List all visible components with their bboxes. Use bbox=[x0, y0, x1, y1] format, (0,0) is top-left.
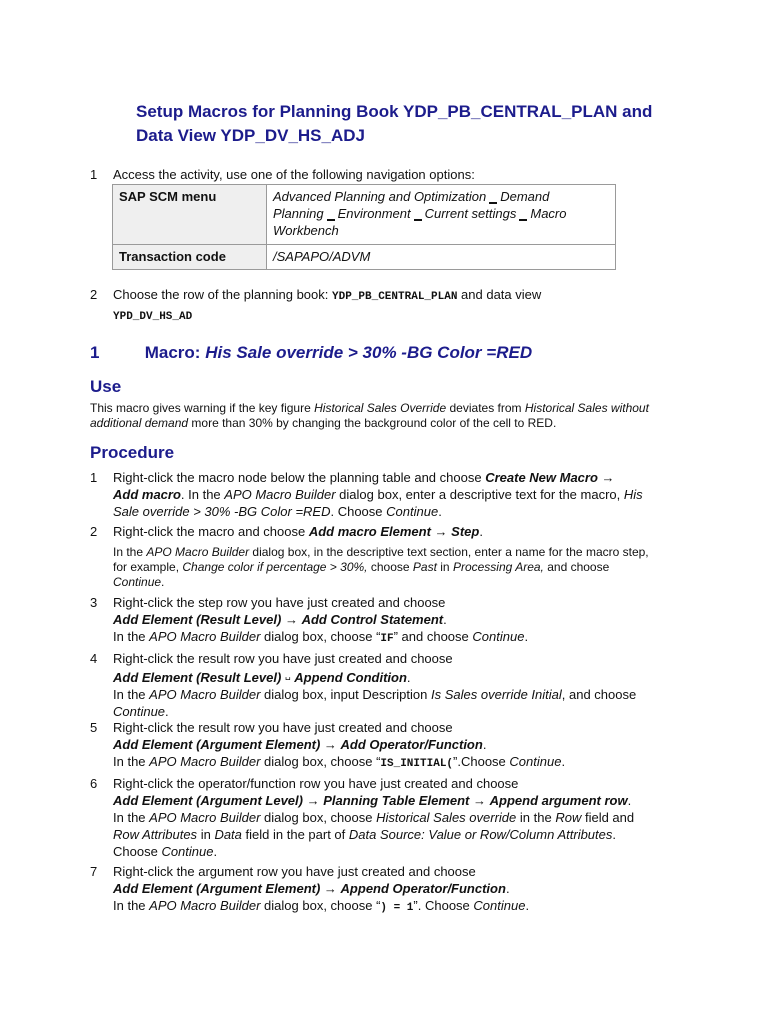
step-text: Right-click the step row you have just created and choose bbox=[113, 595, 446, 610]
dialog-name: APO Macro Builder bbox=[149, 629, 261, 644]
menu-path-part: Macro bbox=[530, 206, 567, 221]
step-text: Right-click the argument row you have just created and choose bbox=[113, 864, 476, 879]
step-text: . bbox=[612, 827, 617, 842]
step-text: , and choose bbox=[561, 687, 637, 702]
menu-command: Append Operator/Function bbox=[340, 881, 506, 896]
step-text: Right-click the result row you have just created and choose bbox=[113, 651, 453, 666]
data-view-name: YPD_DV_HS_AD bbox=[113, 311, 193, 323]
transaction-code: /SAPAPO/ADVM bbox=[273, 249, 371, 264]
path-separator-icon bbox=[489, 200, 497, 204]
document-title bbox=[136, 100, 736, 148]
step-text: dialog box, choose “ bbox=[264, 898, 381, 913]
menu-path-cell bbox=[267, 185, 616, 245]
operator-code: ) = 1 bbox=[380, 902, 414, 914]
step-text: . bbox=[479, 524, 483, 539]
macro-name: His bbox=[623, 487, 643, 502]
procedure-step-5 bbox=[113, 719, 683, 773]
menu-command: Add Element (Argument Level) bbox=[113, 793, 303, 808]
arrow-icon: → bbox=[284, 612, 298, 627]
step-text: choose bbox=[370, 560, 410, 574]
menu-path-part: Advanced Planning and Optimization bbox=[273, 189, 487, 204]
step-text: . bbox=[561, 754, 566, 769]
title-line-1: Setup Macros for Planning Book YDP_PB_CENTRAL_PLAN and bbox=[136, 102, 653, 121]
use-text: additional demand bbox=[90, 416, 189, 430]
transaction-code-cell bbox=[267, 245, 616, 270]
key-figure-name: Historical Sales override bbox=[376, 810, 517, 825]
step-text: In the bbox=[113, 898, 146, 913]
procedure-step-number: 6 bbox=[90, 776, 98, 791]
planning-book-name: YDP_PB_CENTRAL_PLAN bbox=[332, 291, 458, 303]
use-text: more than 30% by changing the background color of the cell to RED. bbox=[191, 416, 557, 430]
use-paragraph bbox=[90, 401, 690, 431]
continue-label: Continue bbox=[386, 504, 439, 519]
step-text: Right-click the macro and choose bbox=[113, 524, 306, 539]
dialog-name: APO Macro Builder bbox=[149, 754, 261, 769]
procedure-step-number: 4 bbox=[90, 651, 98, 666]
menu-label-cell bbox=[113, 185, 267, 245]
dialog-name: APO Macro Builder bbox=[149, 898, 261, 913]
menu-command: Add Operator/Function bbox=[340, 737, 483, 752]
access-step-number: 1 bbox=[90, 167, 98, 182]
step-text: in the bbox=[519, 810, 552, 825]
menu-path-part: Environment bbox=[337, 206, 411, 221]
procedure-step-number: 7 bbox=[90, 864, 98, 879]
menu-command: Add macro bbox=[113, 487, 181, 502]
menu-command: Create New Macro bbox=[485, 470, 598, 485]
step-text: In the bbox=[113, 810, 146, 825]
continue-label: Continue bbox=[472, 629, 525, 644]
step-text: . bbox=[161, 575, 165, 589]
step-text: dialog box, choose “ bbox=[264, 754, 381, 769]
step-text: dialog box, choose “ bbox=[264, 629, 381, 644]
menu-command: Append argument row bbox=[489, 793, 628, 808]
step-text: . bbox=[505, 881, 510, 896]
continue-label: Continue bbox=[161, 844, 214, 859]
path-separator-icon bbox=[414, 217, 422, 221]
step-text: . bbox=[213, 844, 218, 859]
macro-heading bbox=[90, 343, 532, 363]
procedure-step-number: 5 bbox=[90, 720, 98, 735]
field-name: Row Attributes bbox=[113, 827, 198, 842]
step-text: in bbox=[440, 560, 450, 574]
arrow-icon: → bbox=[601, 470, 615, 485]
use-text: deviates from bbox=[449, 401, 522, 415]
use-text: This macro gives warning if the key figure bbox=[90, 401, 311, 415]
use-heading: Use bbox=[90, 377, 122, 396]
condition-description: Is Sales override Initial bbox=[431, 687, 562, 702]
step-text: ” and choose bbox=[393, 629, 469, 644]
step-text: and choose bbox=[547, 560, 610, 574]
menu-command: Planning Table Element bbox=[323, 793, 470, 808]
step-text: for example, bbox=[113, 560, 180, 574]
dialog-name: APO Macro Builder bbox=[224, 487, 336, 502]
step-text: Right-click the macro node below the planning table and choose bbox=[113, 470, 482, 485]
step-text: . bbox=[443, 612, 447, 627]
choose-text-2: and data view bbox=[461, 287, 542, 302]
menu-command: Add Element (Result Level) bbox=[113, 612, 282, 627]
step-text: . In the bbox=[180, 487, 221, 502]
step-text: . bbox=[482, 737, 487, 752]
statement-code: IF bbox=[380, 633, 394, 645]
path-separator-icon bbox=[519, 217, 527, 221]
transaction-label-cell bbox=[113, 245, 267, 270]
procedure-heading: Procedure bbox=[90, 443, 175, 462]
step-text: Right-click the result row you have just created and choose bbox=[113, 720, 453, 735]
macro-heading-name: His Sale override > 30% -BG Color =RED bbox=[205, 343, 533, 362]
step-text: dialog box, enter a descriptive text for the macro, bbox=[339, 487, 621, 502]
procedure-step-4 bbox=[113, 650, 683, 720]
menu-path-part: Demand bbox=[500, 189, 550, 204]
procedure-step-7 bbox=[113, 863, 683, 917]
step-name: Change color if percentage > 30%, bbox=[182, 560, 368, 574]
table-row bbox=[113, 185, 616, 245]
procedure-step-1 bbox=[113, 469, 683, 520]
menu-command: Add macro Element bbox=[308, 524, 431, 539]
field-name: Row bbox=[555, 810, 582, 825]
menu-command: Add Element (Argument Element) bbox=[113, 737, 321, 752]
macro-name: Sale override > 30% -BG Color =RED bbox=[113, 504, 331, 519]
procedure-step-number: 1 bbox=[90, 470, 98, 485]
arrow-icon: → bbox=[473, 793, 486, 808]
navigation-options-table bbox=[112, 184, 616, 270]
use-text: Historical Sales without bbox=[524, 401, 649, 415]
procedure-step-number: 2 bbox=[90, 524, 98, 539]
option-name: Past bbox=[412, 560, 437, 574]
arrow-icon: → bbox=[434, 524, 448, 539]
choose-step-number: 2 bbox=[90, 287, 98, 302]
procedure-step-number: 3 bbox=[90, 595, 98, 610]
step-text: dialog box, choose bbox=[264, 810, 373, 825]
step-text: field and bbox=[584, 810, 635, 825]
choose-text-1: Choose the row of the planning book: bbox=[113, 287, 329, 302]
transaction-label: Transaction code bbox=[119, 249, 226, 264]
step-text: In the bbox=[113, 629, 146, 644]
step-text: . bbox=[627, 793, 632, 808]
step-text: In the bbox=[113, 754, 146, 769]
dialog-name: APO Macro Builder bbox=[146, 545, 250, 559]
step-text: field in the part of bbox=[245, 827, 346, 842]
step-text: ”.Choose bbox=[453, 754, 506, 769]
step-text: dialog box, input Description bbox=[264, 687, 428, 702]
use-text: Historical Sales Override bbox=[314, 401, 447, 415]
arrow-icon: → bbox=[323, 881, 337, 896]
arrow-icon: → bbox=[323, 737, 337, 752]
menu-command: Add Element (Result Level) bbox=[113, 670, 282, 685]
procedure-step-3 bbox=[113, 594, 683, 648]
dialog-name: APO Macro Builder bbox=[149, 687, 261, 702]
continue-label: Continue bbox=[509, 754, 562, 769]
arrow-glyph-icon: ␣ bbox=[284, 670, 291, 680]
step-text: in bbox=[200, 827, 211, 842]
procedure-step-2-detail bbox=[113, 545, 683, 590]
arrow-icon: → bbox=[306, 793, 320, 808]
continue-label: Continue bbox=[113, 704, 166, 719]
menu-path-part: Planning bbox=[273, 206, 324, 221]
section-name: Data Source: Value or Row/Column Attributes bbox=[348, 827, 613, 842]
continue-label: Continue bbox=[113, 575, 162, 589]
step-text: . bbox=[406, 670, 411, 685]
continue-label: Continue bbox=[473, 898, 526, 913]
menu-command: Add Element (Argument Element) bbox=[113, 881, 321, 896]
choose-step-text bbox=[113, 286, 713, 326]
menu-path-part: Current settings bbox=[424, 206, 517, 221]
path-separator-icon bbox=[327, 217, 335, 221]
field-name: Data bbox=[214, 827, 242, 842]
step-text: . bbox=[525, 898, 530, 913]
menu-label: SAP SCM menu bbox=[119, 189, 217, 204]
step-text: dialog box, in the descriptive text section, enter a name for the macro step, bbox=[252, 545, 649, 559]
dialog-name: APO Macro Builder bbox=[149, 810, 261, 825]
field-name: Processing Area, bbox=[452, 560, 544, 574]
step-text: . Choose bbox=[330, 504, 383, 519]
procedure-step-2 bbox=[113, 523, 683, 540]
step-text: In the bbox=[113, 687, 146, 702]
step-text: . bbox=[438, 504, 442, 519]
macro-heading-number: 1 bbox=[90, 343, 100, 362]
step-text: Right-click the operator/function row you have just created and choose bbox=[113, 776, 519, 791]
title-line-2: Data View YDP_DV_HS_ADJ bbox=[136, 126, 365, 145]
step-text: . bbox=[165, 704, 169, 719]
menu-command: Append Condition bbox=[294, 670, 407, 685]
step-text: In the bbox=[113, 545, 144, 559]
menu-command: Step bbox=[451, 524, 480, 539]
access-step-text: Access the activity, use one of the following navigation options: bbox=[113, 167, 475, 182]
table-row bbox=[113, 245, 616, 270]
step-text: ”. Choose bbox=[413, 898, 470, 913]
menu-path-part: Workbench bbox=[273, 223, 339, 238]
procedure-step-6 bbox=[113, 775, 683, 860]
step-text: Choose bbox=[113, 844, 158, 859]
menu-command: Add Control Statement bbox=[301, 612, 444, 627]
function-code: IS_INITIAL( bbox=[380, 758, 454, 770]
step-text: . bbox=[524, 629, 529, 644]
macro-heading-label: Macro: bbox=[144, 343, 201, 362]
